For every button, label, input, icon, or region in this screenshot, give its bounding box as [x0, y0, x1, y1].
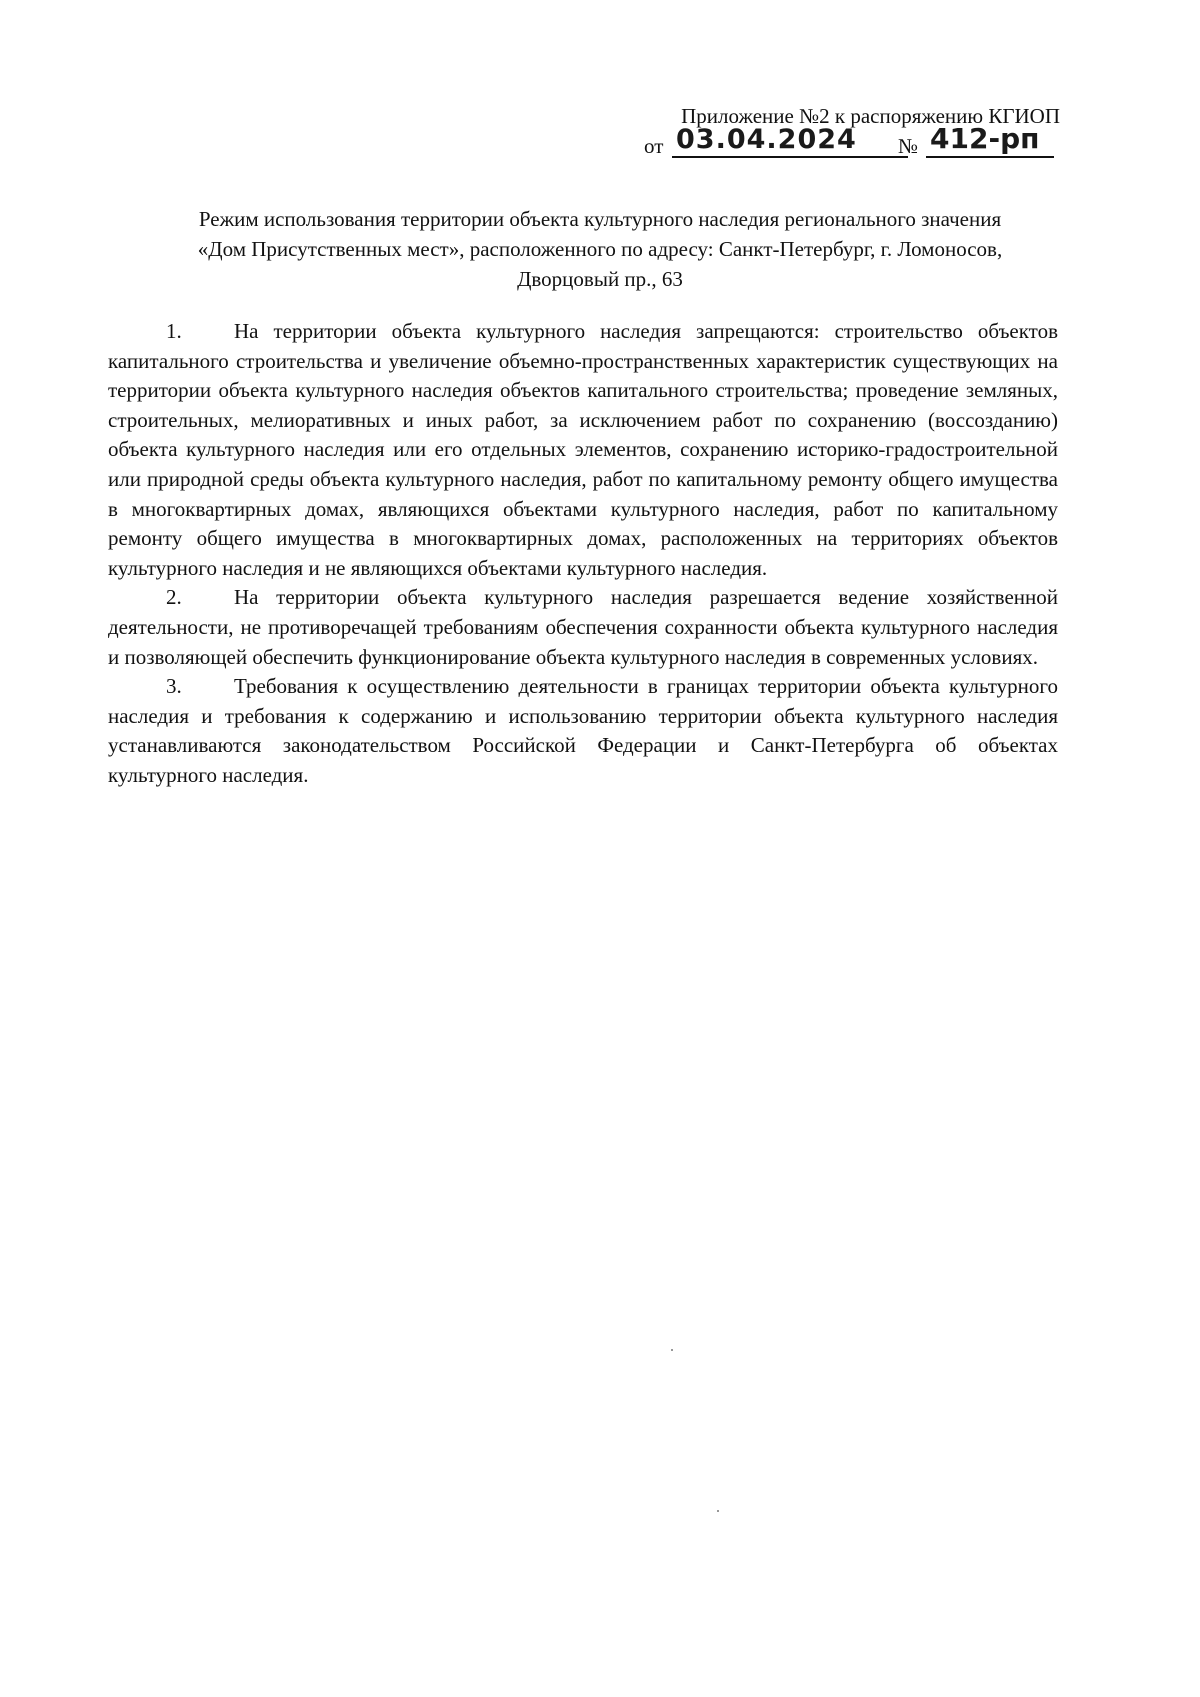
title-line-2: «Дом Присутственных мест», расположенного по адресу: Санкт-Петербург, г. Ломоносов, [197, 237, 1003, 261]
clause-text: Требования к осуществлению деятельности в границах территории объекта культурного наследия и требования к содержанию и использованию территории объекта культурного наследия устанавливаются законодательством Российской Федерации и Санкт-Петербурга об объектах культурного наследия. [108, 674, 1058, 787]
clause-text: На территории объекта культурного наследия запрещаются: строительство объектов капитального строительства и увеличение объемно-пространственных характеристик существующих на территории объекта культурного наследия объектов капитального строительства; проведение земляных, строительных, мелиоративных и иных работ, за исключением работ по сохранению (воссозданию) объекта культурного наследия или его отдельных элементов, сохранению историко-градостроительной или природной среды объекта культурного наследия, работ по капитальному ремонту общего имущества в многоквартирных домах, являющихся объектами культурного наследия, работ по капитальному ремонту общего имущества в многоквартирных домах, расположенных на территориях объектов культурного наследия и не являющихся объектами культурного наследия. [108, 319, 1058, 580]
appendix-reference: Приложение №2 к распоряжению КГИОП [681, 104, 1060, 128]
number-sign-label: № [898, 134, 919, 158]
order-date-number-line [640, 122, 1060, 162]
title-line-3: Дворцовый пр., 63 [517, 267, 683, 291]
clause-number: 2. [166, 585, 182, 610]
clause-1 [108, 317, 1058, 583]
title-line-1: Режим использования территории объекта культурного наследия регионального значения [198, 207, 1002, 231]
clause-text: На территории объекта культурного наследия разрешается ведение хозяйственной деятельности, не противоречащей требованиям обеспечения сохранности объекта культурного наследия и позволяющей обеспечить функционирование объекта культурного наследия в современных условиях. [108, 585, 1058, 669]
clause-2 [108, 583, 1058, 672]
handwritten-order-date: 03.04.2024 [672, 124, 908, 158]
document-body [108, 317, 1058, 791]
clause-number: 1. [166, 319, 182, 343]
clause-3 [108, 672, 1058, 790]
appendix-header [640, 102, 1060, 162]
scan-speck [671, 1349, 673, 1351]
document-title [120, 204, 1080, 294]
scan-speck [717, 1510, 719, 1512]
date-prefix-label: от [644, 134, 664, 158]
handwritten-order-number: 412-рп [926, 122, 1054, 158]
clause-number: 3. [166, 674, 182, 699]
